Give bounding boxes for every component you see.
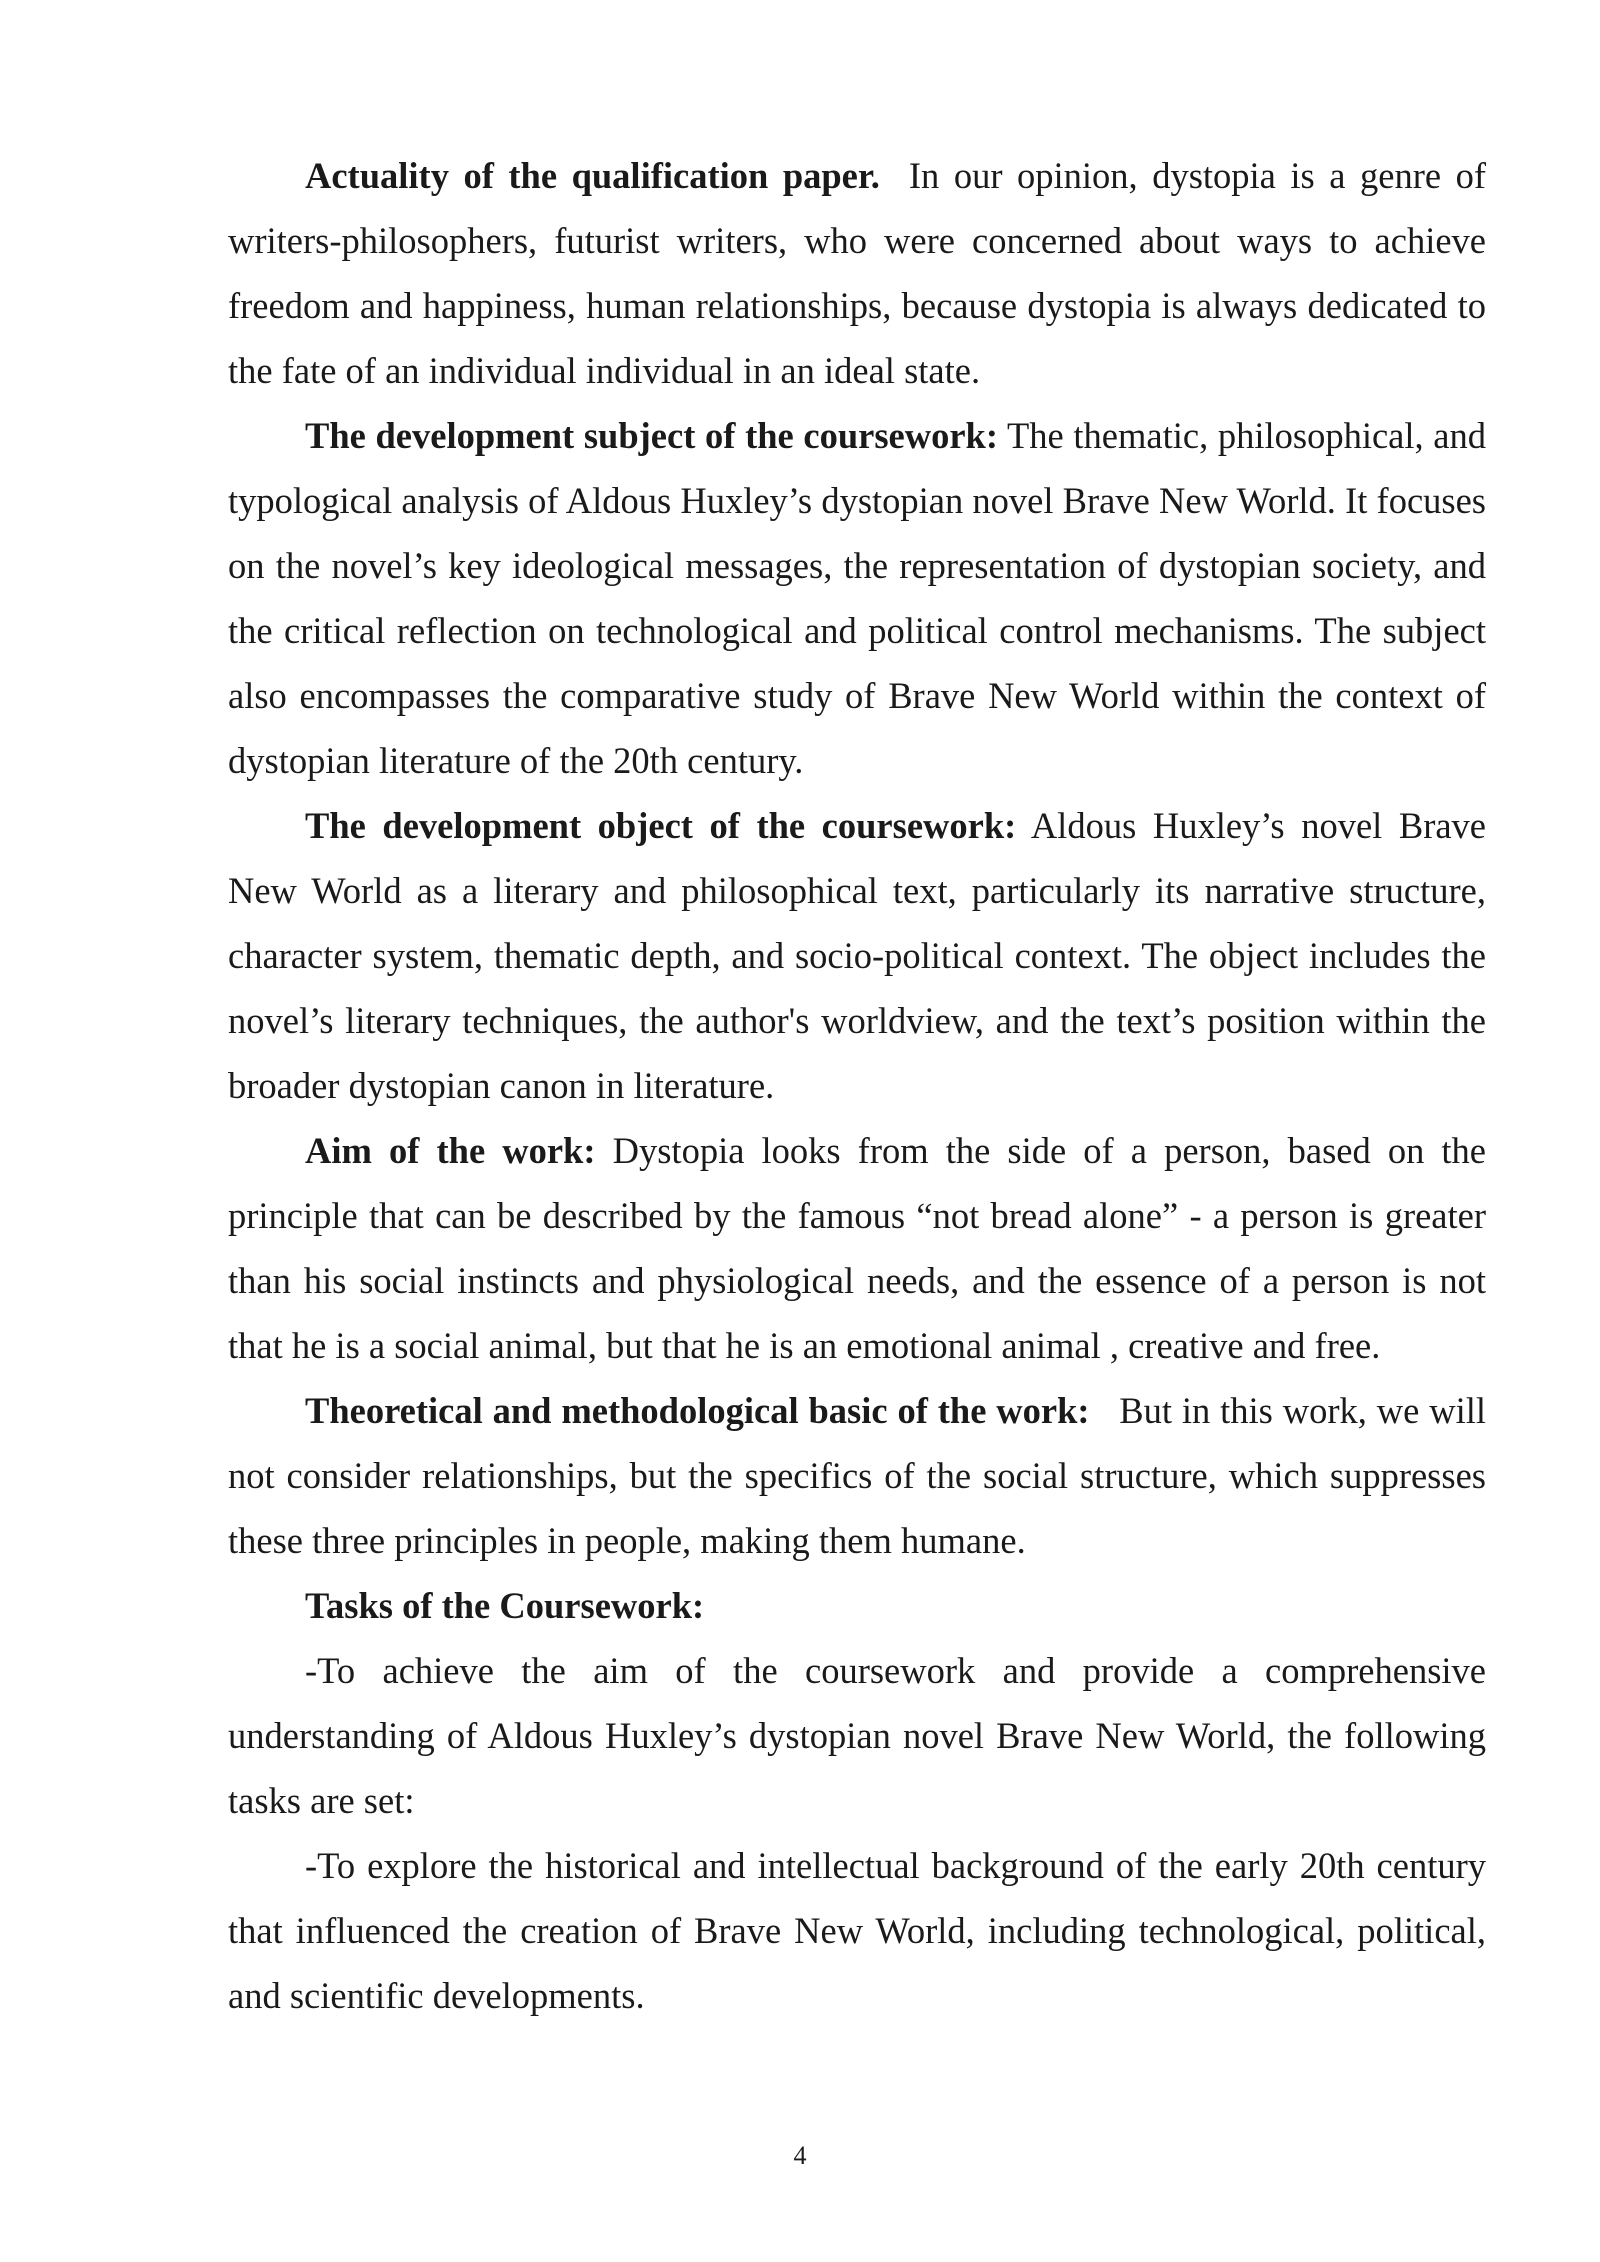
paragraph-text: Dystopia looks from the side of a person, based on the principle that can be described by the famous “not bread alone” - a person is greater than his social instincts and physiological needs, and the essence of a person is not that he is a social animal, but that he is an emotional animal , creative and free. — [228, 1130, 1486, 1366]
paragraph-heading: Theoretical and methodological basic of the work: — [305, 1390, 1090, 1431]
paragraph-tasks-heading — [228, 1573, 1486, 1638]
page-number: 4 — [793, 2141, 807, 2170]
paragraph-heading: The development subject of the coursework: — [305, 415, 999, 456]
paragraph-text: Aldous Huxley’s novel Brave New World as a literary and philosophical text, particularly its narrative structure, character system, thematic depth, and socio-political context. The object includes the novel’s literary techniques, the author's worldview, and the text’s position within the broader dystopian canon in literature. — [228, 805, 1486, 1106]
paragraph-text: In our opinion, dystopia is a genre of writers-philosophers, futurist writers, who were concerned about ways to achieve freedom and happiness, human relationships, because dystopia is always dedicated to the fate of an individual individual in an ideal state. — [228, 155, 1486, 391]
paragraph-subject — [228, 403, 1486, 793]
paragraph-text: -To achieve the aim of the coursework and provide a comprehensive understanding of Aldous Huxley’s dystopian novel Brave New World, the following tasks are set: — [228, 1650, 1486, 1821]
paragraph-task-2 — [228, 1833, 1486, 2028]
document-body — [228, 143, 1486, 2028]
paragraph-text: -To explore the historical and intellectual background of the early 20th century that influenced the creation of Brave New World, including technological, political, and scientific developments. — [228, 1845, 1486, 2016]
paragraph-heading: Aim of the work: — [305, 1130, 596, 1171]
paragraph-text: The thematic, philosophical, and typological analysis of Aldous Huxley’s dystopian novel Brave New World. It focuses on the novel’s key ideological messages, the representation of dystopian society, and the critical reflection on technological and political control mechanisms. The subject also encompasses the comparative study of Brave New World within the context of dystopian literature of the 20th century. — [228, 415, 1486, 781]
paragraph-methodology — [228, 1378, 1486, 1573]
paragraph-object — [228, 793, 1486, 1118]
paragraph-actuality — [228, 143, 1486, 403]
paragraph-heading: Tasks of the Coursework: — [305, 1585, 705, 1626]
paragraph-text: But in this work, we will not consider relationships, but the specifics of the social structure, which suppresses these three principles in people, making them humane. — [228, 1390, 1487, 1561]
paragraph-task-1 — [228, 1638, 1486, 1833]
paragraph-heading: Actuality of the qualification paper. — [305, 155, 880, 196]
paragraph-heading: The development object of the coursework: — [305, 805, 1017, 846]
paragraph-aim — [228, 1118, 1486, 1378]
